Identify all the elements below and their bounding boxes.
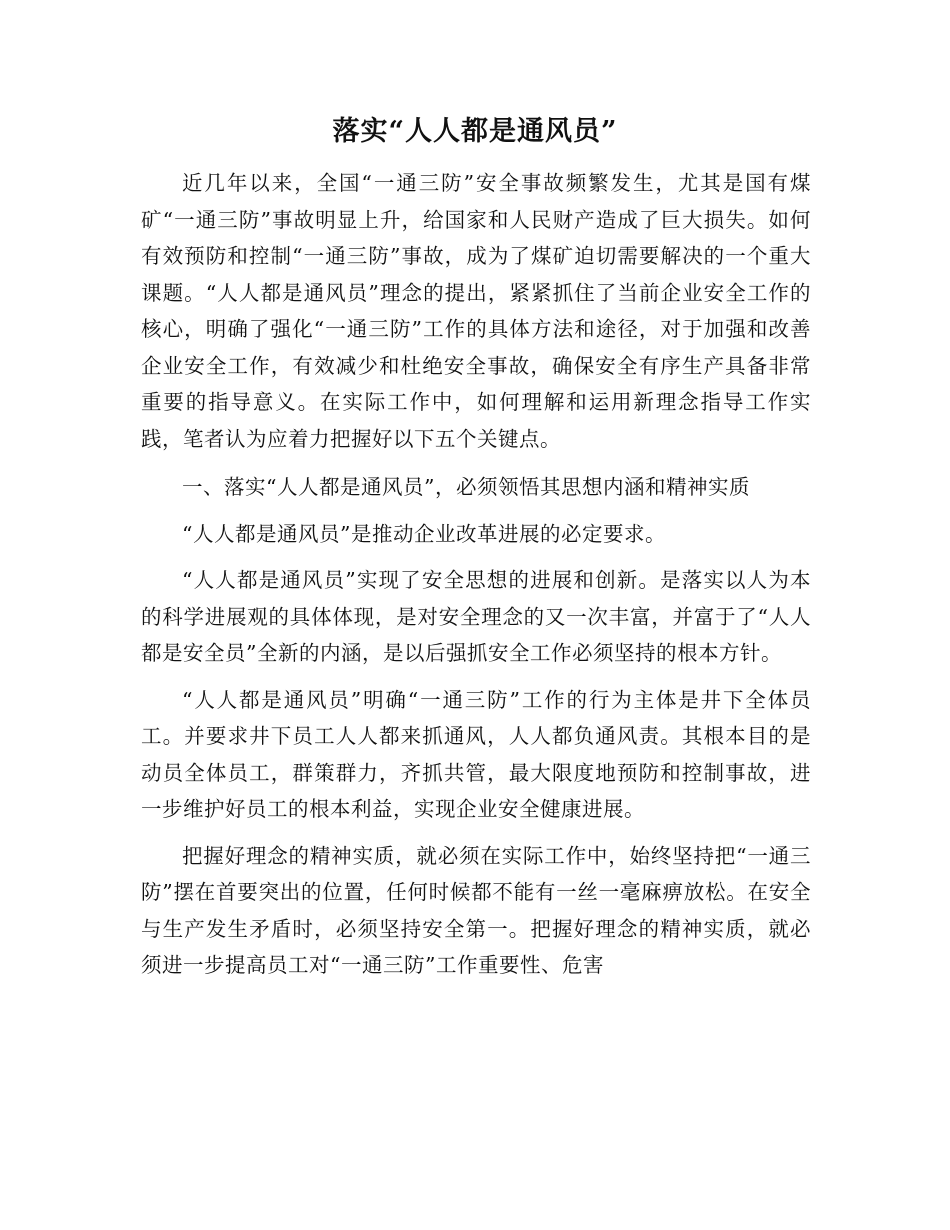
section-heading-1: 一、落实“人人都是通风员”，必须领悟其思想内涵和精神实质 <box>182 475 750 499</box>
document-body <box>141 165 811 984</box>
paragraph-intro: 近几年以来，全国“一通三防”安全事故频繁发生，尤其是国有煤矿“一通三防”事故明显上升，给国家和人民财产造成了巨大损失。如何有效预防和控制“一通三防”事故，成为了煤矿迫切需要解决的一个重大课题。“人人都是通风员”理念的提出，紧紧抓住了当前企业安全工作的核心，明确了强化“一通三防”工作的具体方法和途径，对于加强和改善企业安全工作，有效减少和杜绝安全事故，确保安全有序生产具备非常重要的指导意义。在实际工作中，如何理解和运用新理念指导工作实践，笔者认为应着力把握好以下五个关键点。 <box>141 171 811 451</box>
paragraph-subject: “人人都是通风员”明确“一通三防”工作的行为主体是井下全体员工。并要求井下员工人人都来抓通风，人人都负通风责。其根本目的是动员全体员工，群策群力，齐抓共管，最大限度地预防和控制事故，进一步维护好员工的根本利益，实现企业安全健康进展。 <box>141 687 811 821</box>
paragraph-innovation: “人人都是通风员”实现了安全思想的进展和创新。是落实以人为本的科学进展观的具体体现，是对安全理念的又一次丰富，并富于了“人人都是安全员”全新的内涵，是以后强抓安全工作必须坚持的根本方针。 <box>141 568 811 665</box>
paragraph-essence: 把握好理念的精神实质，就必须在实际工作中，始终坚持把“一通三防”摆在首要突出的位置，任何时候都不能有一丝一毫麻痹放松。在安全与生产发生矛盾时，必须坚持安全第一。把握好理念的精神实质，就必须进一步提高员工对“一通三防”工作重要性、危害 <box>141 843 811 977</box>
paragraph-requirement: “人人都是通风员”是推动企业改革进展的必定要求。 <box>182 521 666 546</box>
document-title: 落实“人人都是通风员” <box>332 116 618 147</box>
